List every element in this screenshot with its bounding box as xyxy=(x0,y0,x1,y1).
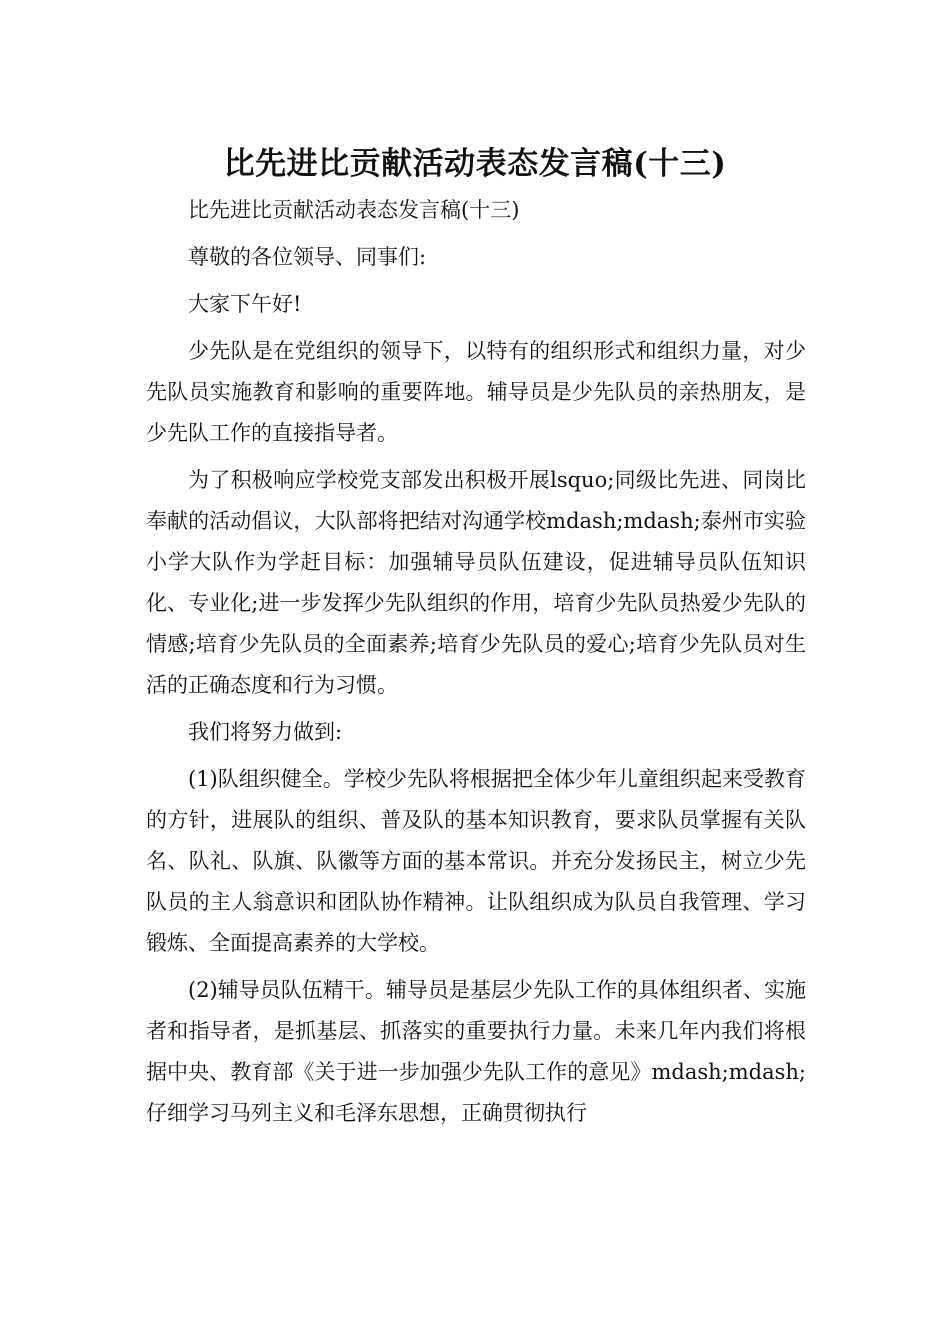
paragraph-subtitle: 比先进比贡献活动表态发言稿(十三) xyxy=(188,198,520,222)
paragraph-goals: 为了积极响应学校党支部发出积极开展lsquo;同级比先进、同岗比奉献的活动倡议，大队部将把结对沟通学校mdash;mdash;泰州市实验小学大队作为学赶目标：加强辅导员队伍建设，促进辅导员队伍知识化、专业化;进一步发挥少先队组织的作用，培育少先队员热爱少先队的情感;培育少先队员的全面素养;培育少先队员的爱心;培育少先队员对生活的正确态度和行为习惯。 xyxy=(146,468,806,697)
document-body xyxy=(146,190,806,1140)
document-title: 比先进比贡献活动表态发言稿(十三) xyxy=(223,145,727,182)
paragraph-commitment-lead: 我们将努力做到: xyxy=(188,720,343,744)
paragraph-point-1: (1)队组织健全。学校少先队将根据把全体少年儿童组织起来受教育的方针，进展队的组织、普及队的基本知识教育，要求队员掌握有关队名、队礼、队旗、队徽等方面的基本常识。并充分发扬民主，树立少先队员的主人翁意识和团队协作精神。让队组织成为队员自我管理、学习锻炼、全面提高素养的大学校。 xyxy=(146,767,806,955)
paragraph-point-2: (2)辅导员队伍精干。辅导员是基层少先队工作的具体组织者、实施者和指导者，是抓基层、抓落实的重要执行力量。未来几年内我们将根据中央、教育部《关于进一步加强少先队工作的意见》mdash;mdash;仔细学习马列主义和毛泽东思想，正确贯彻执行 xyxy=(146,978,806,1125)
paragraph-greeting: 大家下午好! xyxy=(188,292,302,316)
paragraph-salutation: 尊敬的各位领导、同事们: xyxy=(188,245,427,269)
paragraph-intro: 少先队是在党组织的领导下，以特有的组织形式和组织力量，对少先队员实施教育和影响的重要阵地。辅导员是少先队员的亲热朋友，是少先队工作的直接指导者。 xyxy=(146,339,806,445)
